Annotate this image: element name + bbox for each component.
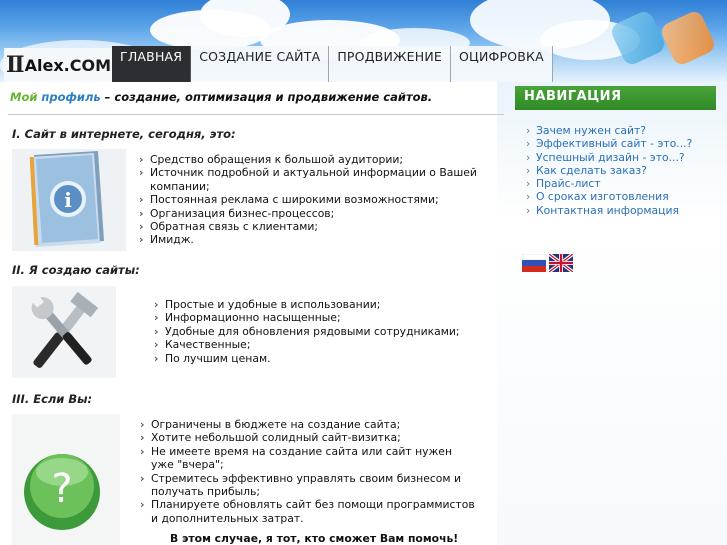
section-2-title: II. Я создаю сайты:	[12, 263, 140, 277]
divider	[8, 114, 504, 115]
tab-home[interactable]: ГЛАВНАЯ	[112, 46, 191, 82]
list-item: › По лучшим ценам.	[152, 352, 472, 365]
nav-item-successful-design[interactable]	[524, 151, 692, 164]
nav-item-price-list[interactable]	[524, 177, 692, 190]
section-1-title: I. Сайт в интернете, сегодня, это:	[12, 127, 236, 141]
logo-text: Alex.COM	[24, 55, 111, 75]
tab-site-creation[interactable]: СОЗДАНИЕ САЙТА	[191, 46, 329, 82]
nav-link[interactable]: Как сделать заказ?	[536, 163, 647, 177]
top-navigation	[112, 46, 553, 82]
list-item: › Удобные для обновления рядовыми сотрудниками;	[152, 325, 472, 338]
question-icon	[12, 414, 120, 545]
svg-text:i: i	[64, 188, 72, 212]
twitter-icon[interactable]	[609, 9, 667, 67]
list-item: › Ограничены в бюджете на создание сайта;	[138, 418, 478, 431]
nav-link[interactable]: Прайс-лист	[536, 177, 601, 191]
logo-mark: II	[6, 52, 23, 78]
svg-text:?: ?	[51, 466, 73, 512]
nav-item-deadlines[interactable]	[524, 190, 692, 203]
slogan	[8, 90, 504, 104]
list-item: › Качественные;	[152, 338, 472, 351]
tab-promotion[interactable]: ПРОДВИЖЕНИЕ	[329, 46, 451, 82]
list-item: › Источник подробной и актуальной информации о Вашей компании;	[137, 166, 477, 193]
tools-icon	[12, 286, 116, 378]
nav-item-how-to-order[interactable]	[524, 164, 692, 177]
english-flag-icon[interactable]	[549, 254, 573, 272]
conclusion-text: В этом случае, я тот, кто сможет Вам помочь!	[170, 532, 459, 545]
section-3-title: III. Если Вы:	[12, 392, 93, 406]
list-item: › Стремитесь эффективно управлять своим бизнесом и получать прибыль;	[138, 472, 478, 499]
nav-link[interactable]: Контактная информация	[536, 203, 680, 217]
nav-item-why-site[interactable]	[524, 124, 692, 137]
nav-item-effective-site[interactable]	[524, 137, 692, 150]
tab-digitization[interactable]: ОЦИФРОВКА	[451, 46, 553, 82]
info-book-icon	[12, 149, 126, 251]
list-item: › Простые и удобные в использовании;	[152, 298, 472, 311]
list-item: › Не имеете время на создание сайта или сайт нужен уже "вчера";	[138, 445, 478, 472]
section-2-list	[152, 298, 472, 365]
slogan-word-profile: профиль	[41, 90, 101, 104]
site-logo[interactable]	[4, 48, 112, 82]
russian-flag-icon[interactable]	[522, 254, 546, 272]
navigation-header: НАВИГАЦИЯ	[515, 86, 716, 110]
list-item: › Информационно насыщенные;	[152, 311, 472, 324]
section-1-list	[137, 153, 477, 247]
main-content	[8, 90, 504, 123]
list-item: › Хотите небольшой солидный сайт-визитка;	[138, 431, 478, 444]
nav-item-contacts[interactable]	[524, 204, 692, 217]
list-item: › Организация бизнес-процессов;	[137, 207, 477, 220]
navigation-list	[524, 124, 692, 217]
slogan-word-my: Мой	[10, 90, 38, 104]
nav-link[interactable]: О сроках изготовления	[536, 190, 669, 204]
rss-icon[interactable]	[659, 9, 717, 67]
list-item: › Средство обращения к большой аудитории;	[137, 153, 477, 166]
section-3-list	[138, 418, 478, 525]
list-item: › Обратная связь с клиентами;	[137, 220, 477, 233]
nav-link[interactable]: Зачем нужен сайт?	[536, 124, 647, 137]
list-item: › Планируете обновлять сайт без помощи программистов и дополнительных затрат.	[138, 498, 478, 525]
list-item: › Постоянная реклама с широкими возможностями;	[137, 193, 477, 206]
list-item: › Имидж.	[137, 233, 477, 246]
slogan-text: – создание, оптимизация и продвижение сайтов.	[100, 90, 433, 104]
nav-link[interactable]: Эффективный сайт - это...?	[536, 137, 693, 151]
nav-link[interactable]: Успешный дизайн - это...?	[536, 150, 685, 164]
